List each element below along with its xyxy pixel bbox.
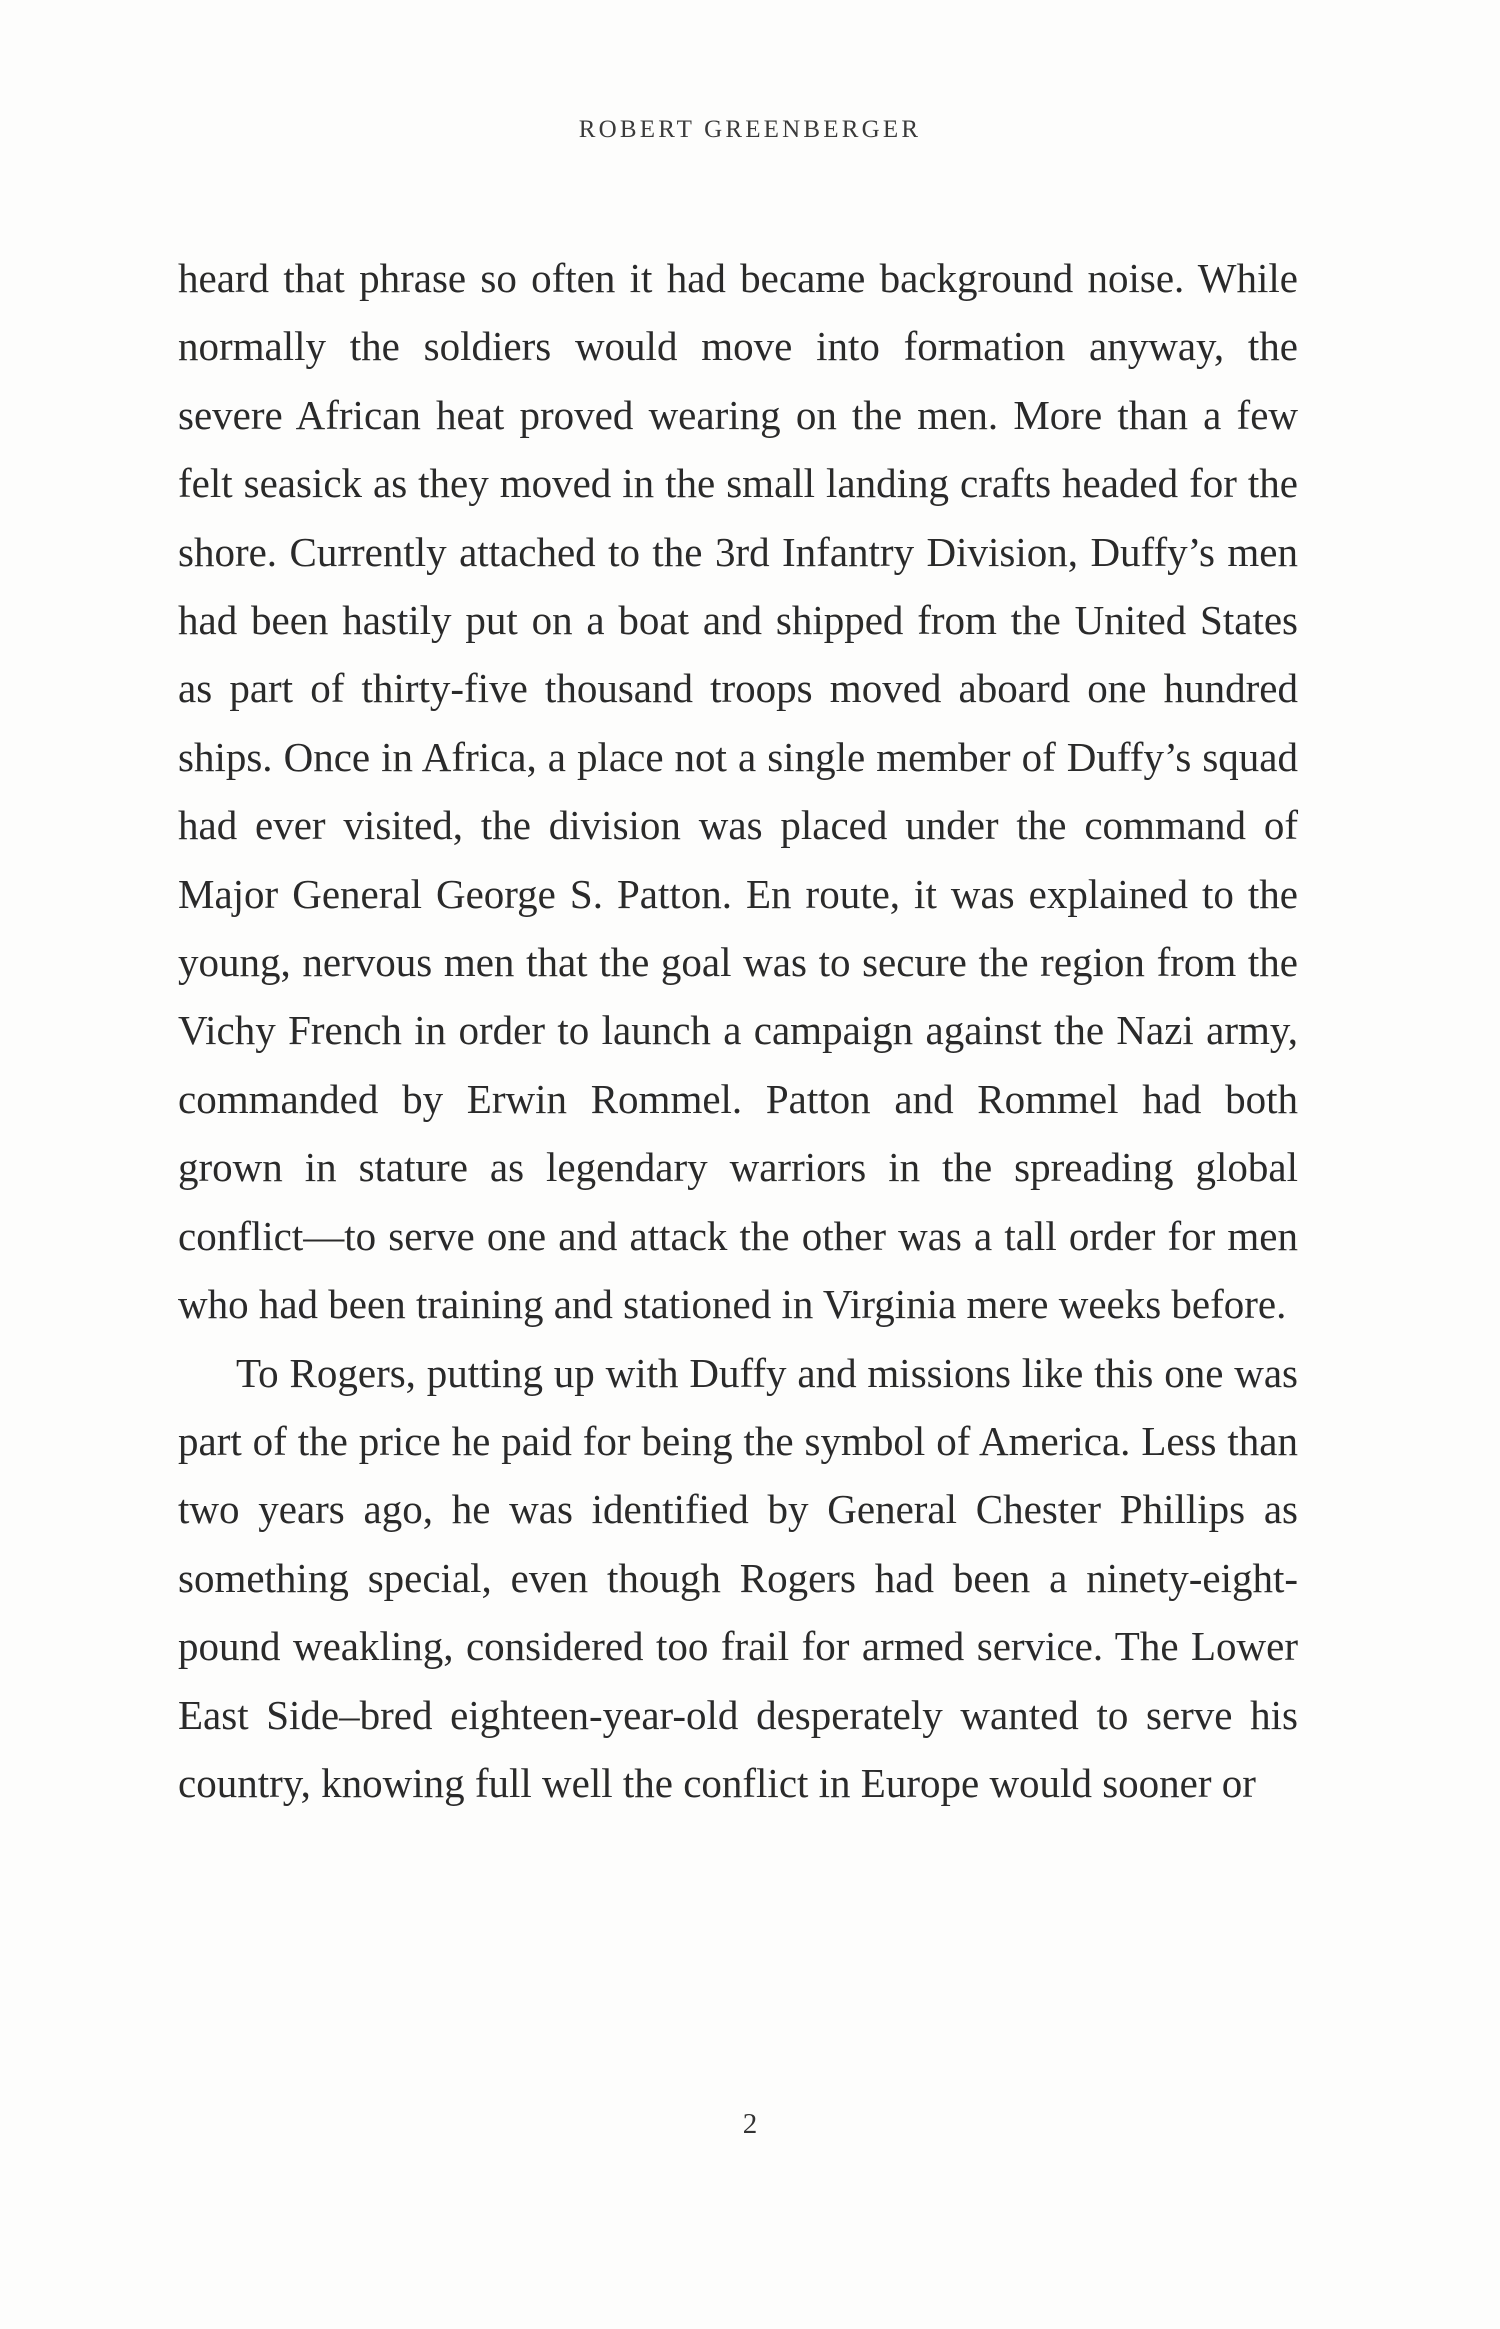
paragraph-rogers: To Rogers, putting up with Duffy and missions like this one was part of the price he paid for being the symbol of America. Less than two years ago, he was identified by General Chester Phillips as something special, even though Rogers had been a ninety-eight-pound weakling, considered too frail for armed service. The Lower East Side–bred eighteen-year-old desperately wanted to serve his country, knowing full well the conflict in Europe would sooner or [178, 1349, 1298, 1806]
page-number: 2 [742, 2108, 758, 2140]
paragraph-continued: heard that phrase so often it had became background noise. While normally the soldiers would move into formation anyway, the severe African heat proved wearing on the men. More than a few felt seasick as they moved in the small landing crafts headed for the shore. Currently attached to the 3rd Infantry Division, Duffy’s men had been hastily put on a boat and shipped from the United States as part of thirty-five thousand troops moved aboard one hundred ships. Once in Africa, a place not a single member of Duffy’s squad had ever visited, the division was placed under the command of Major General George S. Patton. En route, it was explained to the young, nervous men that the goal was to secure the region from the Vichy French in order to launch a campaign against the Nazi army, commanded by Erwin Rommel. Patton and Rommel had both grown in stature as legendary warriors in the spreading global conflict—to serve one and attack the other was a tall order for men who had been training and stationed in Virginia mere weeks before. [178, 255, 1298, 1328]
body-text [178, 244, 1298, 1817]
running-head: ROBERT GREENBERGER [578, 116, 922, 143]
